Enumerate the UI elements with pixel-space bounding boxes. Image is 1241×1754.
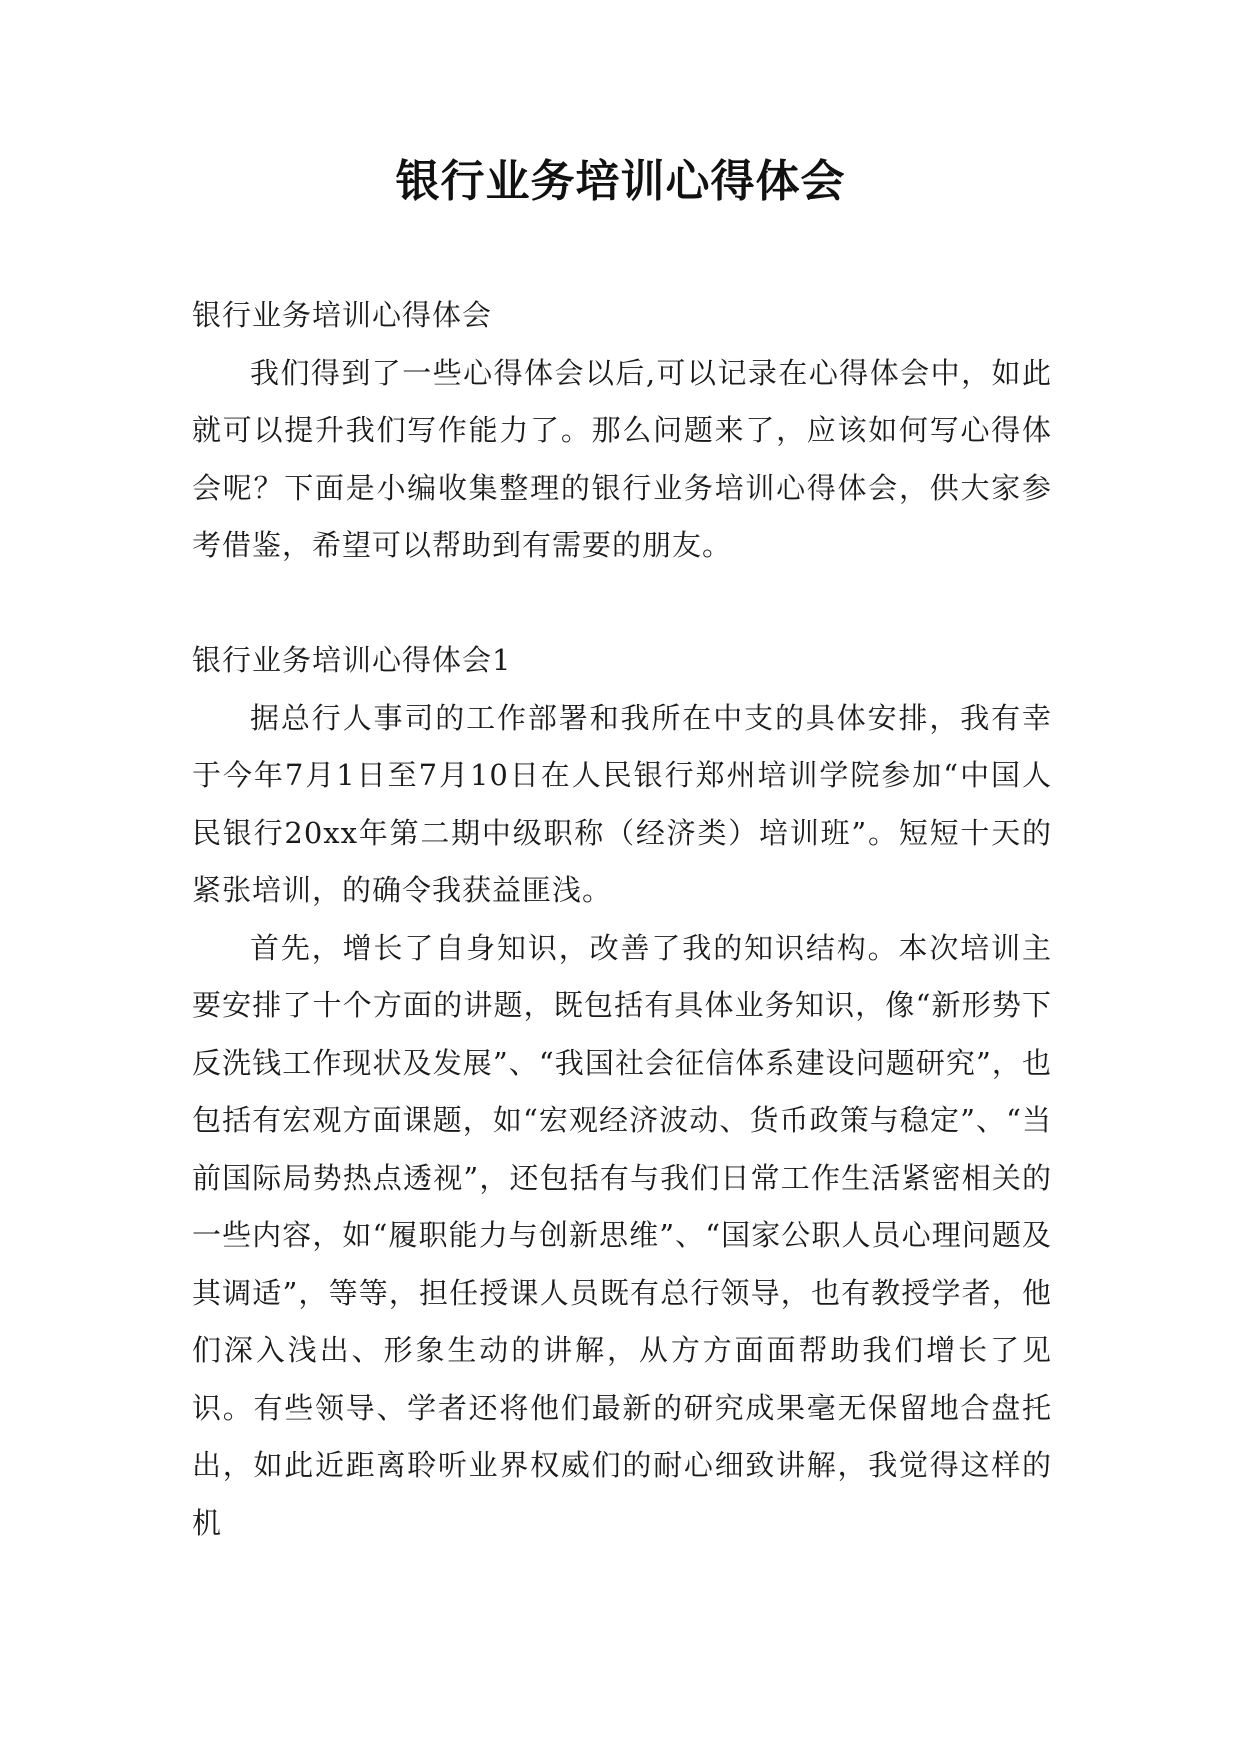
intro-heading: 银行业务培训心得体会 [192,298,493,332]
section-spacer [192,575,1052,633]
section-1-heading: 银行业务培训心得体会1 [192,643,512,677]
section-1-paragraph-1: 据总行人事司的工作部署和我所在中支的具体安排，我有幸于今年7月1日至7月10日在人民银行郑州培训学院参加“中国人民银行20xx年第二期中级职称（经济类）培训班”。短短十天的紧张培训，的确令我获益匪浅。 [192,700,1052,907]
document-title: 银行业务培训心得体会 [395,156,846,207]
section-1-paragraph-2: 首先，增长了自身知识，改善了我的知识结构。本次培训主要安排了十个方面的讲题，既包括有具体业务知识，像“新形势下反洗钱工作现状及发展”、“我国社会征信体系建设问题研究”，也包括有宏观方面课题，如“宏观经济波动、货币政策与稳定”、“当前国际局势热点透视”，还包括有与我们日常工作生活紧密相关的一些内容，如“履职能力与创新思维”、“国家公职人员心理问题及其调适”，等等，担任授课人员既有总行领导，也有教授学者，他们深入浅出、形象生动的讲解，从方方面面帮助我们增长了见识。有些领导、学者还将他们最新的研究成果毫无保留地合盘托出，如此近距离聆听业界权威们的耐心细致讲解，我觉得这样的机 [192,930,1052,1540]
document-body [192,287,1052,1552]
intro-paragraph: 我们得到了一些心得体会以后,可以记录在心得体会中，如此就可以提升我们写作能力了。那么问题来了，应该如何写心得体会呢？下面是小编收集整理的银行业务培训心得体会，供大家参考借鉴，希望可以帮助到有需要的朋友。 [192,355,1052,562]
